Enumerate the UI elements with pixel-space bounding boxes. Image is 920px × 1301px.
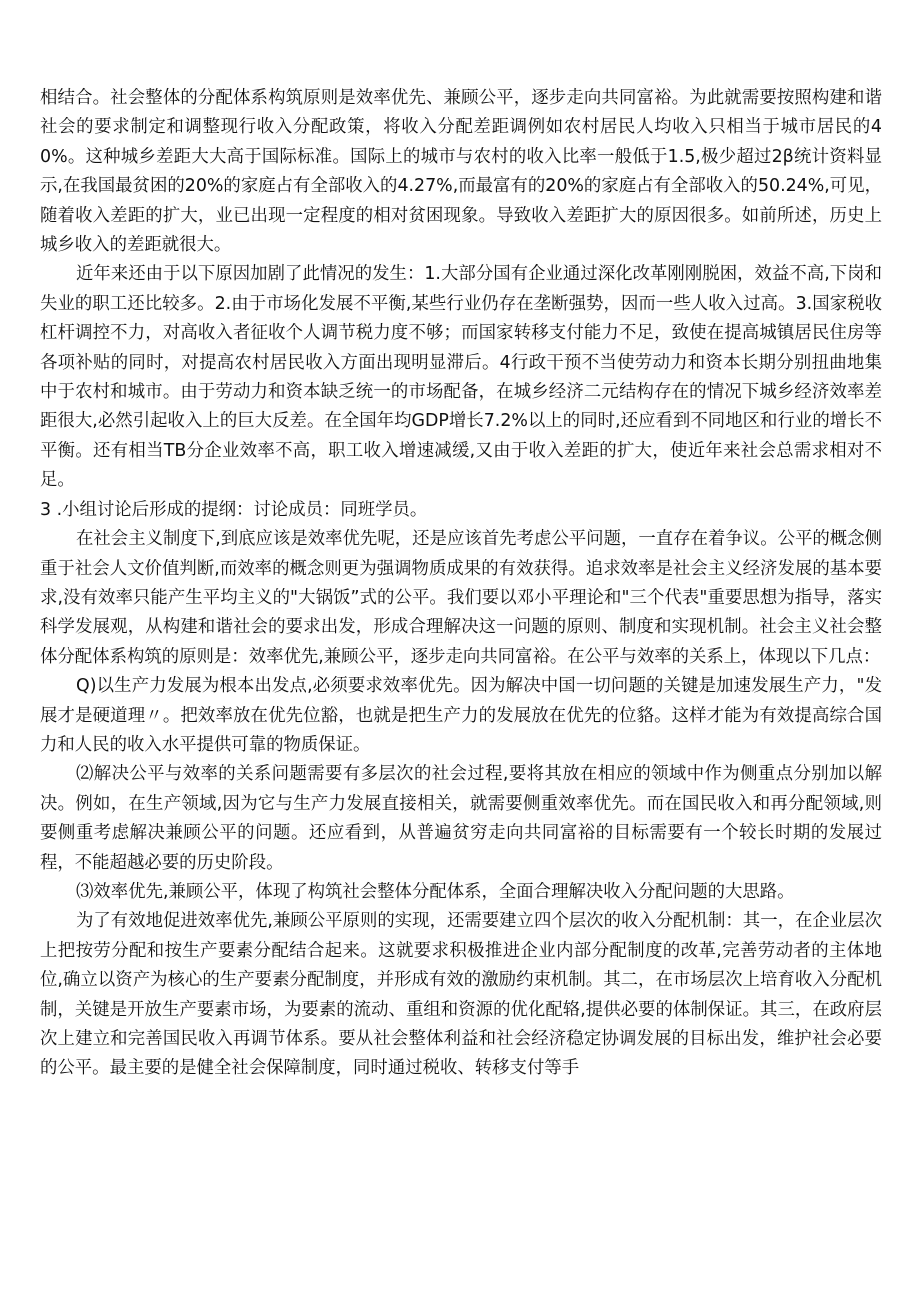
paragraph-efficiency-fairness: 在社会主义制度下,到底应该是效率优先呢，还是应该首先考虑公平问题，一直存在着争议。公平的概念侧重于社会人文价值判断,而效率的概念则更为强调物质成果的有效获得。追求效率是社会主义经济发展的基本要求,没有效率只能产生平均主义的"大锅饭”式的公平。我们要以邓小平理论和"三个代表"重要思想为指导，落实科学发展观，从构建和谐社会的要求出发，形成合理解决这一问题的原则、制度和实现机制。社会主义社会整体分配体系构筑的原则是：效率优先,兼顾公平，逐步走向共同富裕。在公平与效率的关系上，体现以下几点： <box>40 529 882 667</box>
paragraph-point-3: ⑶效率优先,兼顾公平，体现了构筑社会整体分配体系，全面合理解决收入分配问题的大思路。 <box>76 881 795 902</box>
paragraph-point-1: Q)以生产力发展为根本出发点,必须要求效率优先。因为解决中国一切问题的关键是加速发展生产力，"发展才是硬道理〃。把效率放在优先位豁，也就是把生产力的发展放在优先的位貉。这样才能为有效提高综合国力和人民的收入水平提供可靠的物质保证。 <box>40 676 882 755</box>
paragraph-point-2: ⑵解决公平与效率的关系问题需要有多层次的社会过程,要将其放在相应的领域中作为侧重点分别加以解决。例如，在生产领域,因为它与生产力发展直接相关，就需要侧重效率优先。而在国民收入和再分配领域,则要侧重考虑解决兼顾公平的问题。还应看到，从普遍贫穷走向共同富裕的目标需要有一个较长时期的发展过程，不能超越必要的历史阶段。 <box>40 764 882 873</box>
paragraph-distribution-mechanism: 为了有效地促进效率优先,兼顾公平原则的实现，还需要建立四个层次的收入分配机制：其一，在企业层次上把按劳分配和按生产要素分配结合起来。这就要求积极推进企业内部分配制度的改革,完善劳动者的主体地位,确立以资产为核心的生产要素分配制度，并形成有效的激励约束机制。其二，在市场层次上培育收入分配机制，关键是开放生产要素市场，为要素的流动、重组和资源的优化配辂,提供必要的体制保证。其三，在政府层次上建立和完善国民收入再调节体系。要从社会整体利益和社会经济稳定协调发展的目标出发，维护社会必要的公平。最主要的是健全社会保障制度，同时通过税收、转移支付等手 <box>40 911 882 1079</box>
paragraph-income-gap: 相结合。社会整体的分配体系构筑原则是效率优先、兼顾公平，逐步走向共同富裕。为此就需要按照构建和谐社会的要求制定和调整现行收入分配政策，将收入分配差距调例如农村居民人均收入只相当于城市居民的40%。这种城乡差距大大高于国际标准。国际上的城市与农村的收入比率一般低于1.5,极少超过2β统计资料显示,在我国最贫困的20%的家庭占有全部收入的4.27%,而最富有的20%的家庭占有全部收入的50.24%,可见，随着收入差距的扩大，业已出现一定程度的相对贫困现象。导致收入差距扩大的原因很多。如前所述，历史上城乡收入的差距就很大。 <box>40 88 882 256</box>
paragraph-recent-causes: 近年来还由于以下原因加剧了此情况的发生：1.大部分国有企业通过深化改革刚刚脱困，效益不高,下岗和失业的职工还比较多。2.由于市场化发展不平衡,某些行业仍存在垄断强势，因而一些人收入过高。3.国家税收杠杆调控不力，对高收入者征收个人调节税力度不够；而国家转移支付能力不足，致使在提高城镇居民住房等各项补贴的同时，对提高农村居民收入方面出现明显滞后。4行政干预不当使劳动力和资本长期分别扭曲地集中于农村和城市。由于劳动力和资本缺乏统一的市场配备，在城乡经济二元结构存在的情况下城乡经济效率差距很大,必然引起收入上的巨大反差。在全国年均GDP增长7.2%以上的同时,还应看到不同地区和行业的增长不平衡。还有相当TB分企业效率不高，职工收入增速减缓,又由于收入差距的扩大，使近年来社会总需求相对不足。 <box>40 264 882 491</box>
section-heading-discussion-outline: 3 .小组讨论后形成的提纲：讨论成员：同班学员。 <box>40 499 428 520</box>
